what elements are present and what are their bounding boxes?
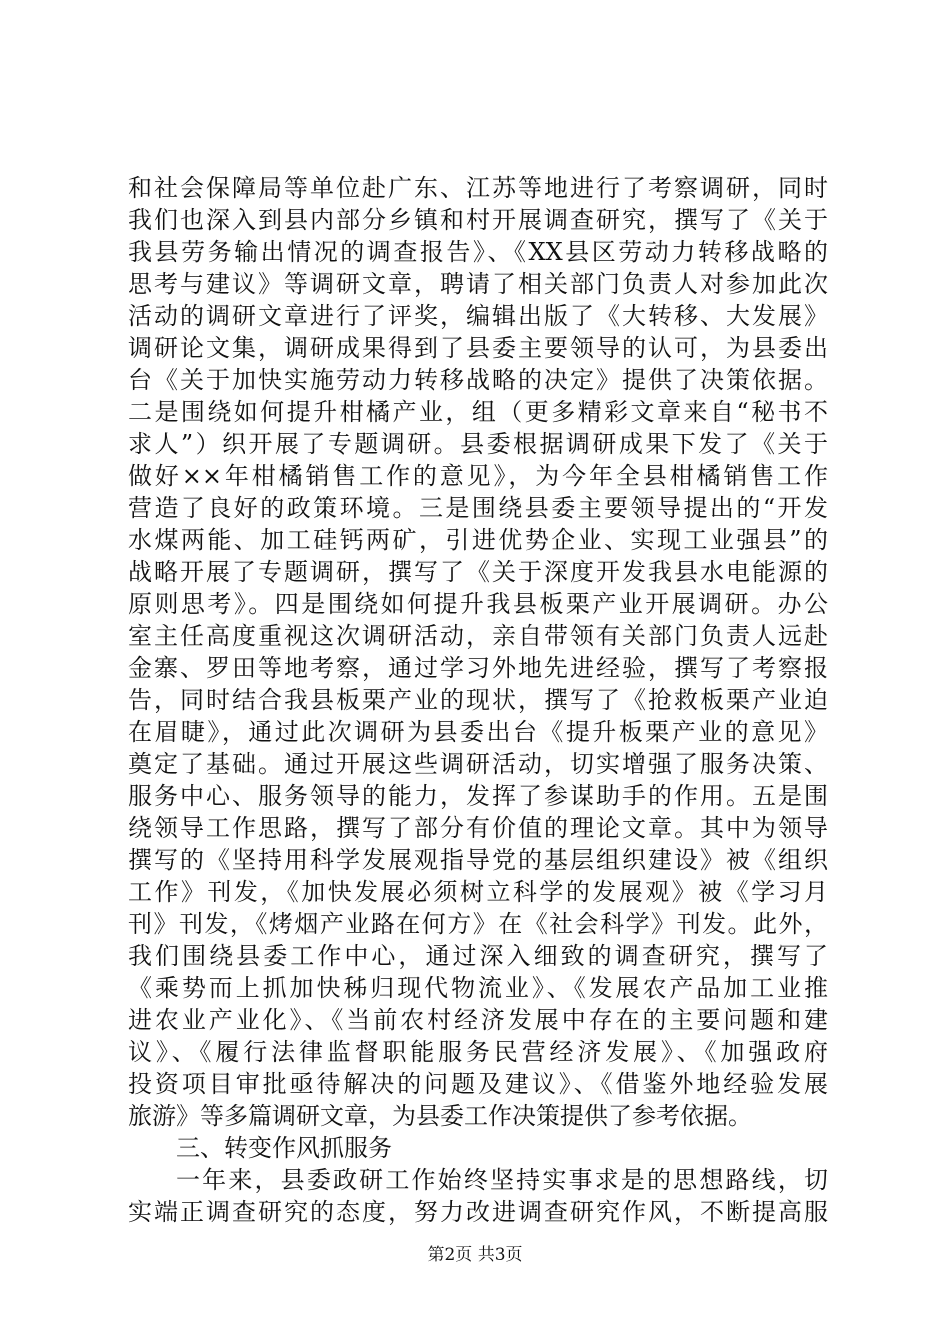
text-line: 工作》刊发，《加快发展必须树立科学的发展观》被《学习月: [128, 878, 828, 906]
text-line: 旅游》等多篇调研文章，为县委工作决策提供了参考依据。: [128, 1102, 752, 1130]
text-line: 金寨、罗田等地考察，通过学习外地先进经验，撰写了考察报: [128, 654, 828, 682]
text-line: 原则思考》。四是围绕如何提升我县板栗产业开展调研。办公: [128, 590, 828, 618]
text-line: 绕领导工作思路，撰写了部分有价值的理论文章。其中为领导: [128, 814, 828, 842]
section-heading: 三、转变作风抓服务: [176, 1134, 392, 1162]
text-line: 思考与建议》等调研文章，聘请了相关部门负责人对参加此次: [128, 270, 828, 298]
text-line: 告，同时结合我县板栗产业的现状，撰写了《抢救板栗产业迫: [128, 686, 828, 714]
text-line: 撰写的《坚持用科学发展观指导党的基层组织建设》被《组织: [128, 846, 828, 874]
text-line: 室主任高度重视这次调研活动，亲自带领有关部门负责人远赴: [128, 622, 828, 650]
text-line: 我们围绕县委工作中心，通过深入细致的调查研究，撰写了: [128, 942, 828, 970]
text-line: 调研论文集，调研成果得到了县委主要领导的认可，为县委出: [128, 334, 828, 362]
text-line: 投资项目审批亟待解决的问题及建议》、《借鉴外地经验发展: [128, 1070, 828, 1098]
text-line: 二是围绕如何提升柑橘产业，组（更多精彩文章来自“秘书不: [128, 398, 828, 426]
text-line: 和社会保障局等单位赴广东、江苏等地进行了考察调研，同时: [128, 174, 828, 202]
text-line: 水煤两能、加工硅钙两矿，引进优势企业、实现工业强县”的: [128, 526, 828, 554]
text-line: 活动的调研文章进行了评奖，编辑出版了《大转移、大发展》: [128, 302, 828, 330]
text-line: 刊》刊发，《烤烟产业路在何方》在《社会科学》刊发。此外，: [128, 910, 828, 938]
text-line: 奠定了基础。通过开展这些调研活动，切实增强了服务决策、: [128, 750, 828, 778]
text-line: 战略开展了专题调研，撰写了《关于深度开发我县水电能源的: [128, 558, 828, 586]
text-line: 议》、《履行法律监督职能服务民营经济发展》、《加强政府: [128, 1038, 828, 1066]
text-line: 营造了良好的政策环境。三是围绕县委主要领导提出的“开发: [128, 494, 828, 522]
page-number-footer: 第2页 共3页: [427, 1245, 523, 1265]
text-line: 进农业产业化》、《当前农村经济发展中存在的主要问题和建: [128, 1006, 828, 1034]
document-body: [128, 172, 828, 1228]
text-line: 在眉睫》，通过此次调研为县委出台《提升板栗产业的意见》: [128, 718, 828, 746]
text-line: 我县劳务输出情况的调查报告》、《XX县区劳动力转移战略的: [128, 238, 828, 266]
text-line: 实端正调查研究的态度，努力改进调查研究作风，不断提高服: [128, 1198, 828, 1226]
text-line: 服务中心、服务领导的能力，发挥了参谋助手的作用。五是围: [128, 782, 828, 810]
text-line: 《乘势而上抓加快秭归现代物流业》、《发展农产品加工业推: [128, 974, 828, 1002]
text-line: 做好××年柑橘销售工作的意见》，为今年全县柑橘销售工作: [128, 462, 828, 490]
text-line: 我们也深入到县内部分乡镇和村开展调查研究，撰写了《关于: [128, 206, 828, 234]
text-line: 求人”）织开展了专题调研。县委根据调研成果下发了《关于: [128, 430, 828, 458]
text-line: 台《关于加快实施劳动力转移战略的决定》提供了决策依据。: [128, 366, 828, 394]
text-line: 一年来，县委政研工作始终坚持实事求是的思想路线，切: [176, 1166, 828, 1194]
